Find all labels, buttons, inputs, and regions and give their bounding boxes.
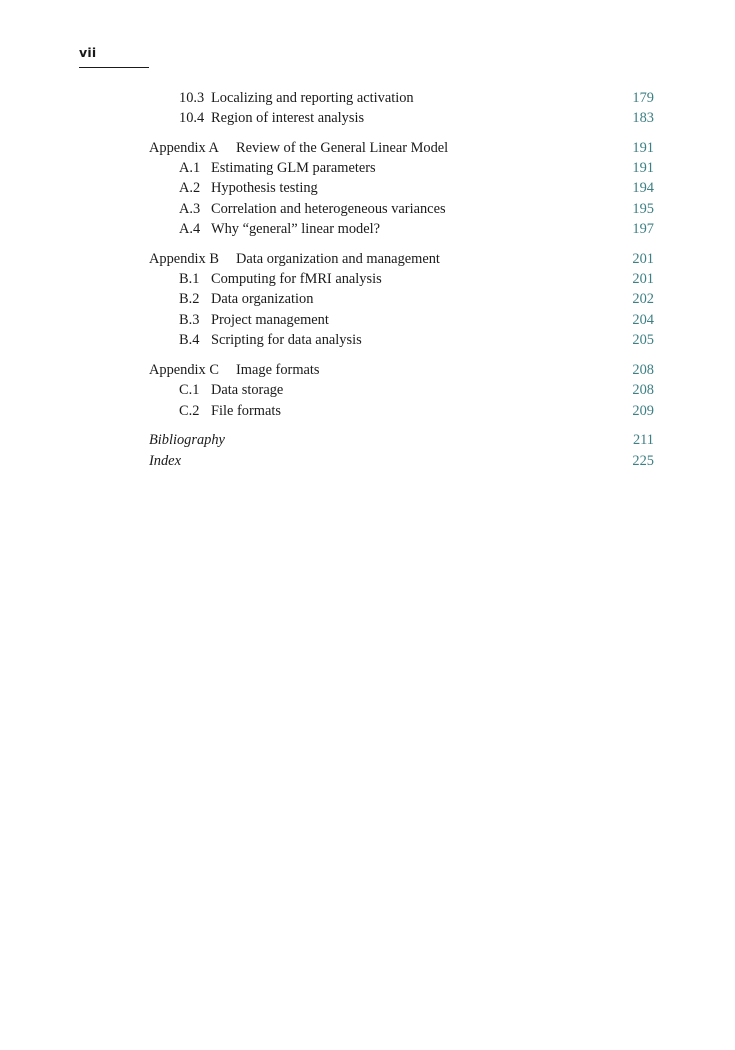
toc-page-appendix-b[interactable]: 201 (632, 251, 654, 267)
section-number: A.1 (179, 160, 201, 176)
page-number: vii (79, 45, 97, 60)
toc-page-b-3[interactable]: 204 (632, 312, 654, 328)
toc-page-a-3[interactable]: 195 (632, 201, 654, 217)
section-number: B.3 (179, 312, 200, 328)
section-number: C.1 (179, 382, 200, 398)
toc-page-appendix-a[interactable]: 191 (632, 140, 654, 156)
section-title: Region of interest analysis (211, 110, 365, 126)
section-number: C.2 (179, 403, 200, 419)
section-title: Estimating GLM parameters (211, 160, 376, 176)
toc-page-appendix-c[interactable]: 208 (632, 362, 654, 378)
toc-page-bibliography[interactable]: 211 (632, 432, 654, 448)
section-title: Data organization (211, 291, 314, 307)
section-number: A.4 (179, 221, 201, 237)
appendix-label: Appendix C (149, 362, 219, 378)
toc-entry-index[interactable]: Index (149, 453, 181, 469)
appendix-title: Data organization and management (236, 251, 440, 267)
section-number: A.2 (179, 180, 201, 196)
appendix-title: Review of the General Linear Model (236, 140, 449, 156)
toc-page-10-4[interactable]: 183 (632, 110, 654, 126)
section-number: B.1 (179, 271, 200, 287)
toc-page-b-1[interactable]: 201 (632, 271, 654, 287)
section-number: A.3 (179, 201, 201, 217)
toc-page-a-1[interactable]: 191 (632, 160, 654, 176)
section-number: 10.3 (179, 90, 205, 106)
toc-page-b-2[interactable]: 202 (632, 291, 654, 307)
section-title: File formats (211, 403, 281, 419)
toc-page-c-1[interactable]: 208 (632, 382, 654, 398)
toc-page-10-3[interactable]: 179 (632, 90, 654, 106)
appendix-title: Image formats (236, 362, 320, 378)
appendix-label: Appendix A (149, 140, 219, 156)
section-title: Project management (211, 312, 329, 328)
toc-page-a-4[interactable]: 197 (632, 221, 654, 237)
toc-page-b-4[interactable]: 205 (632, 332, 654, 348)
toc-entry-bibliography[interactable]: Bibliography (149, 432, 225, 448)
section-number: B.4 (179, 332, 200, 348)
toc-page-a-2[interactable]: 194 (632, 180, 654, 196)
section-title: Hypothesis testing (211, 180, 318, 196)
toc-page-c-2[interactable]: 209 (632, 403, 654, 419)
section-title: Correlation and heterogeneous variances (211, 201, 446, 217)
section-number: 10.4 (179, 110, 205, 126)
section-number: B.2 (179, 291, 200, 307)
section-title: Localizing and reporting activation (211, 90, 414, 106)
section-title: Scripting for data analysis (211, 332, 362, 348)
section-title: Why “general” linear model? (211, 221, 380, 237)
appendix-label: Appendix B (149, 251, 219, 267)
header-rule (79, 67, 149, 68)
section-title: Data storage (211, 382, 284, 398)
section-title: Computing for fMRI analysis (211, 271, 382, 287)
toc-page-index[interactable]: 225 (632, 453, 654, 469)
